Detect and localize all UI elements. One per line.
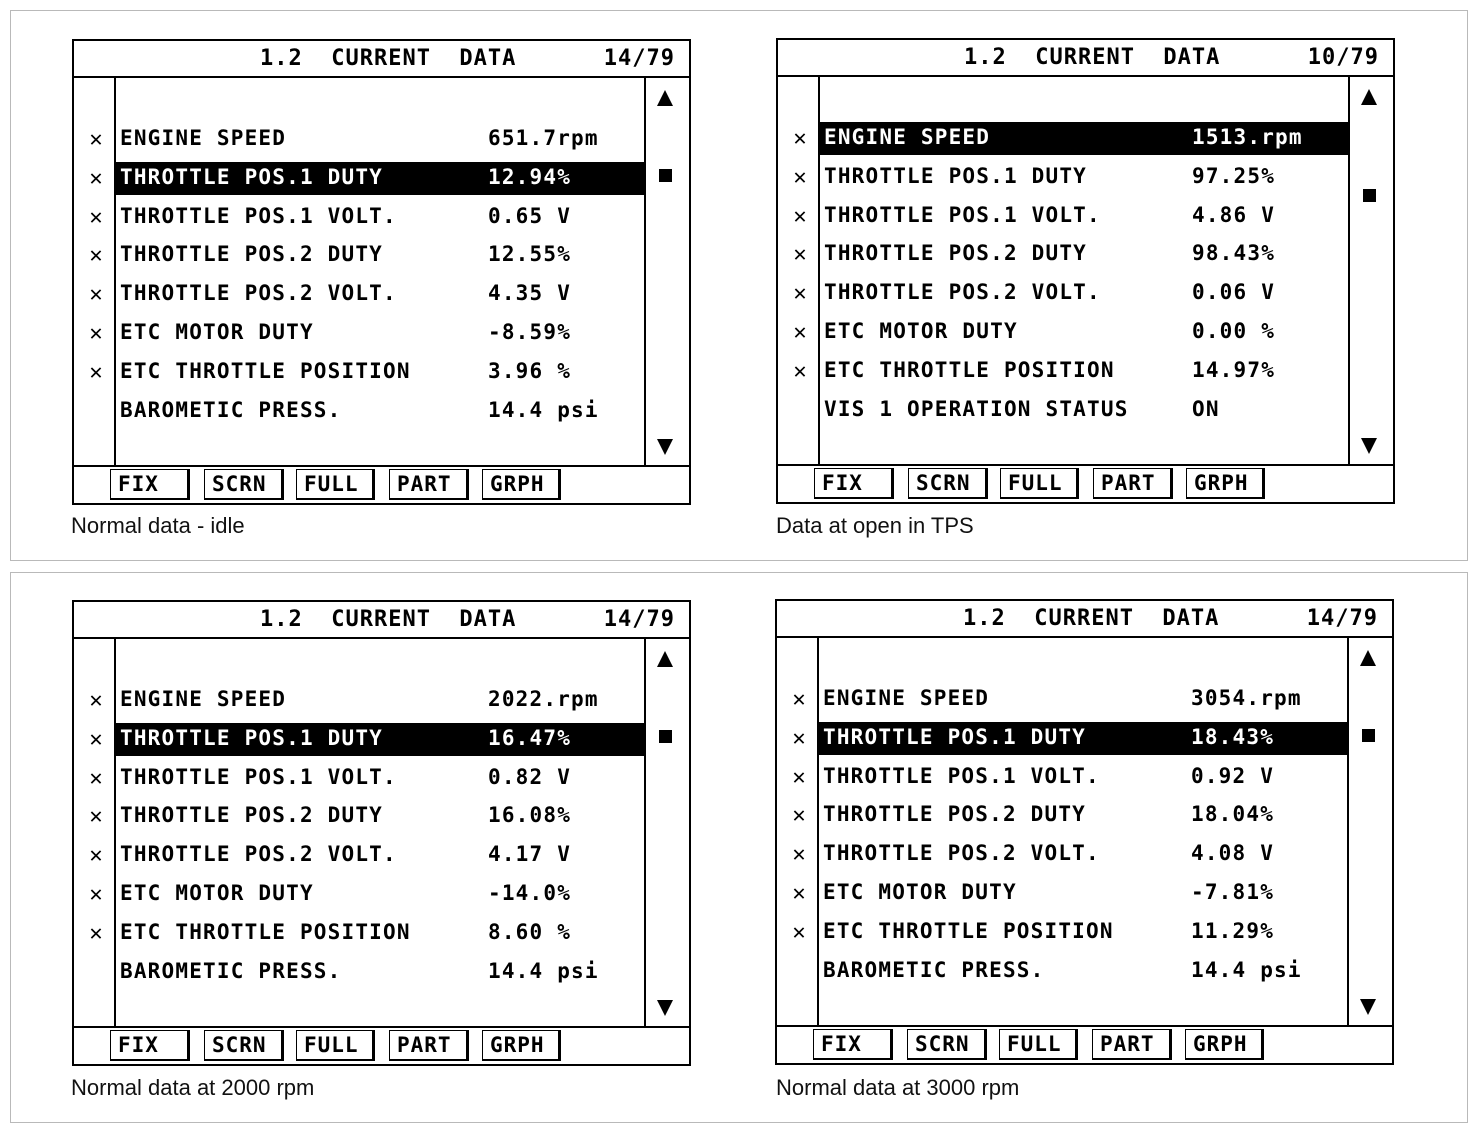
parameter-name: BAROMETIC PRESS.	[120, 958, 342, 983]
data-row[interactable]	[820, 238, 1348, 271]
scanner-screen-3000rpm	[775, 599, 1394, 1065]
part-button[interactable]: PART	[1093, 468, 1173, 499]
parameter-name: BAROMETIC PRESS.	[823, 957, 1045, 982]
screen-header	[74, 602, 689, 639]
caption-2000rpm: Normal data at 2000 rpm	[71, 1075, 315, 1100]
asterisk-icon: ✕	[793, 358, 807, 384]
parameter-value: 651.7rpm	[488, 126, 599, 150]
parameter-name: VIS 1 OPERATION STATUS	[824, 396, 1129, 421]
screen-title: 1.2 CURRENT DATA	[963, 606, 1220, 631]
fix-marker-column	[74, 639, 116, 1028]
scanner-screen-2000rpm	[72, 600, 691, 1066]
data-row[interactable]	[116, 395, 644, 428]
full-button[interactable]: FULL	[296, 469, 375, 500]
parameter-value: 16.08%	[488, 803, 572, 828]
parameter-name: THROTTLE POS.1 VOLT.	[120, 203, 397, 228]
caption-tps-open: Data at open in TPS	[776, 513, 974, 538]
page-counter: 14/79	[603, 607, 675, 632]
asterisk-icon: ✕	[89, 688, 103, 713]
asterisk-icon: ✕	[792, 919, 806, 945]
fix-button[interactable]: FIX	[110, 469, 190, 500]
data-row[interactable]	[820, 161, 1348, 194]
part-button[interactable]: PART	[389, 469, 469, 500]
data-row[interactable]	[819, 722, 1347, 755]
caption-3000rpm: Normal data at 3000 rpm	[776, 1075, 1020, 1100]
data-row[interactable]	[116, 162, 644, 195]
arrow-up-icon[interactable]	[1361, 89, 1377, 105]
function-key-bar	[778, 464, 1393, 502]
fix-button[interactable]: FIX	[814, 468, 894, 499]
parameter-value: 3.96 %	[488, 358, 572, 383]
asterisk-icon: ✕	[89, 804, 103, 830]
data-row[interactable]	[116, 956, 644, 989]
data-row[interactable]	[820, 277, 1348, 310]
grph-button[interactable]: GRPH	[482, 469, 561, 500]
parameter-value: 0.06 V	[1192, 280, 1276, 305]
fix-marker-column	[777, 638, 819, 1027]
asterisk-icon: ✕	[793, 242, 807, 268]
scroll-thumb-icon[interactable]	[659, 169, 672, 182]
caption-idle: Normal data - idle	[71, 513, 245, 538]
full-button[interactable]: FULL	[296, 1030, 375, 1061]
screen-header	[778, 40, 1393, 77]
data-row[interactable]	[819, 916, 1347, 949]
grph-button[interactable]: GRPH	[482, 1030, 561, 1061]
data-row[interactable]	[819, 955, 1347, 988]
parameter-name: ETC MOTOR DUTY	[823, 880, 1017, 904]
parameter-value: 0.65 V	[488, 203, 572, 228]
parameter-value: 18.04%	[1191, 802, 1275, 827]
asterisk-icon: ✕	[792, 881, 806, 906]
data-row[interactable]	[116, 123, 644, 156]
asterisk-icon: ✕	[792, 725, 806, 751]
scroll-thumb-icon[interactable]	[1363, 189, 1376, 202]
parameter-name: ETC MOTOR DUTY	[120, 320, 314, 344]
parameter-value: 0.82 V	[488, 764, 572, 789]
asterisk-icon: ✕	[89, 920, 103, 946]
scroll-thumb-icon[interactable]	[1362, 729, 1375, 742]
asterisk-icon: ✕	[89, 204, 103, 230]
scanner-screen-tps-open	[776, 38, 1395, 504]
parameter-value: 4.35 V	[488, 281, 572, 306]
arrow-down-icon[interactable]	[1361, 438, 1377, 454]
parameter-value: 98.43%	[1192, 241, 1276, 266]
parameter-value: 4.86 V	[1192, 202, 1276, 227]
asterisk-icon: ✕	[793, 320, 807, 345]
parameter-name: THROTTLE POS.1 VOLT.	[120, 764, 397, 789]
parameter-name: THROTTLE POS.1 DUTY	[120, 725, 384, 750]
asterisk-icon: ✕	[792, 687, 806, 712]
full-button[interactable]: FULL	[1000, 468, 1079, 499]
parameter-name: ETC THROTTLE POSITION	[824, 357, 1115, 382]
parameter-value: 18.43%	[1191, 724, 1275, 749]
function-key-bar	[74, 1026, 689, 1064]
parameter-value: -14.0%	[488, 881, 572, 905]
parameter-value: 8.60 %	[488, 919, 572, 944]
parameter-name: THROTTLE POS.2 DUTY	[823, 802, 1087, 827]
asterisk-icon	[83, 395, 109, 428]
parameter-value: 3054.rpm	[1191, 686, 1302, 710]
asterisk-icon: ✕	[89, 882, 103, 907]
parameter-value: ON	[1192, 396, 1220, 421]
parameter-name: ENGINE SPEED	[120, 126, 287, 150]
part-button[interactable]: PART	[389, 1030, 469, 1061]
scrollbar[interactable]	[644, 639, 689, 1028]
asterisk-icon	[786, 955, 812, 988]
scrn-button[interactable]: SCRN	[908, 468, 988, 499]
data-row[interactable]	[820, 200, 1348, 233]
parameter-value: 14.97%	[1192, 357, 1276, 382]
data-row[interactable]	[116, 839, 644, 872]
parameter-value: 0.00 %	[1192, 319, 1276, 343]
asterisk-icon: ✕	[89, 321, 103, 346]
data-row[interactable]	[116, 917, 644, 950]
asterisk-icon: ✕	[793, 164, 807, 190]
parameter-value: 11.29%	[1191, 918, 1275, 943]
parameter-value: 4.17 V	[488, 842, 572, 867]
scrollbar[interactable]	[1348, 77, 1393, 466]
asterisk-icon: ✕	[89, 165, 103, 191]
parameter-name: THROTTLE POS.1 VOLT.	[824, 202, 1101, 227]
data-list	[116, 78, 646, 467]
asterisk-icon	[83, 956, 109, 989]
arrow-down-icon[interactable]	[1360, 999, 1376, 1015]
parameter-name: THROTTLE POS.2 VOLT.	[824, 280, 1101, 305]
parameter-name: ENGINE SPEED	[824, 125, 991, 149]
grph-button[interactable]: GRPH	[1186, 468, 1265, 499]
parameter-value: 12.94%	[488, 164, 572, 189]
arrow-up-icon[interactable]	[1360, 650, 1376, 666]
parameter-name: THROTTLE POS.2 DUTY	[824, 241, 1088, 266]
page-counter: 10/79	[1307, 45, 1379, 70]
data-row[interactable]	[116, 684, 644, 717]
parameter-value: 1513.rpm	[1192, 125, 1303, 149]
data-list	[116, 639, 646, 1028]
screen-title: 1.2 CURRENT DATA	[260, 607, 517, 632]
data-row[interactable]	[820, 355, 1348, 388]
parameter-name: THROTTLE POS.2 VOLT.	[120, 281, 397, 306]
asterisk-icon: ✕	[792, 764, 806, 790]
scrn-button[interactable]: SCRN	[204, 469, 284, 500]
page-counter: 14/79	[1306, 606, 1378, 631]
data-row[interactable]	[116, 201, 644, 234]
parameter-name: THROTTLE POS.2 DUTY	[120, 242, 384, 267]
part-button[interactable]: PART	[1092, 1029, 1172, 1060]
parameter-value: 14.4 psi	[488, 958, 599, 983]
parameter-value: 12.55%	[488, 242, 572, 267]
screen-title: 1.2 CURRENT DATA	[964, 45, 1221, 70]
parameter-name: ETC MOTOR DUTY	[120, 881, 314, 905]
data-row[interactable]	[819, 761, 1347, 794]
screen-header	[74, 41, 689, 78]
fix-button[interactable]: FIX	[813, 1029, 893, 1060]
asterisk-icon: ✕	[793, 126, 807, 151]
parameter-value: 0.92 V	[1191, 763, 1275, 788]
data-row[interactable]	[819, 799, 1347, 832]
data-row[interactable]	[820, 394, 1348, 427]
scanner-screen-idle	[72, 39, 691, 505]
data-row[interactable]	[116, 356, 644, 389]
parameter-name: THROTTLE POS.1 VOLT.	[823, 763, 1100, 788]
parameter-name: THROTTLE POS.1 DUTY	[823, 724, 1087, 749]
asterisk-icon: ✕	[792, 842, 806, 868]
asterisk-icon: ✕	[89, 127, 103, 152]
scrollbar[interactable]	[644, 78, 689, 467]
data-row[interactable]	[819, 683, 1347, 716]
asterisk-icon: ✕	[89, 843, 103, 869]
parameter-name: ETC THROTTLE POSITION	[120, 919, 411, 944]
data-row[interactable]	[116, 878, 644, 911]
data-list	[819, 638, 1349, 1027]
scrollbar[interactable]	[1347, 638, 1392, 1027]
screen-title: 1.2 CURRENT DATA	[260, 46, 517, 71]
parameter-name: ETC MOTOR DUTY	[824, 319, 1018, 343]
asterisk-icon: ✕	[792, 803, 806, 829]
parameter-name: ENGINE SPEED	[823, 686, 990, 710]
data-row[interactable]	[819, 838, 1347, 871]
parameter-value: 4.08 V	[1191, 841, 1275, 866]
arrow-down-icon[interactable]	[657, 439, 673, 455]
arrow-down-icon[interactable]	[657, 1000, 673, 1016]
data-row[interactable]	[116, 723, 644, 756]
parameter-name: BAROMETIC PRESS.	[120, 397, 342, 422]
asterisk-icon	[787, 394, 813, 427]
data-list	[820, 77, 1350, 466]
data-row[interactable]	[116, 762, 644, 795]
grph-button[interactable]: GRPH	[1185, 1029, 1264, 1060]
fix-marker-column	[778, 77, 820, 466]
parameter-value: 2022.rpm	[488, 687, 599, 711]
asterisk-icon: ✕	[793, 203, 807, 229]
data-row[interactable]	[820, 316, 1348, 349]
full-button[interactable]: FULL	[999, 1029, 1078, 1060]
data-row[interactable]	[116, 317, 644, 350]
parameter-name: ETC THROTTLE POSITION	[120, 358, 411, 383]
parameter-name: ETC THROTTLE POSITION	[823, 918, 1114, 943]
function-key-bar	[777, 1025, 1392, 1063]
parameter-name: THROTTLE POS.2 VOLT.	[823, 841, 1100, 866]
data-row[interactable]	[116, 239, 644, 272]
data-row[interactable]	[819, 877, 1347, 910]
asterisk-icon: ✕	[89, 243, 103, 269]
parameter-name: THROTTLE POS.1 DUTY	[824, 163, 1088, 188]
parameter-name: THROTTLE POS.2 VOLT.	[120, 842, 397, 867]
function-key-bar	[74, 465, 689, 503]
scrn-button[interactable]: SCRN	[204, 1030, 284, 1061]
arrow-up-icon[interactable]	[657, 90, 673, 106]
asterisk-icon: ✕	[89, 765, 103, 791]
scrn-button[interactable]: SCRN	[907, 1029, 987, 1060]
parameter-value: -7.81%	[1191, 880, 1275, 904]
parameter-value: 16.47%	[488, 725, 572, 750]
scroll-thumb-icon[interactable]	[659, 730, 672, 743]
parameter-name: THROTTLE POS.2 DUTY	[120, 803, 384, 828]
fix-marker-column	[74, 78, 116, 467]
fix-button[interactable]: FIX	[110, 1030, 190, 1061]
parameter-name: THROTTLE POS.1 DUTY	[120, 164, 384, 189]
data-row[interactable]	[820, 122, 1348, 155]
screen-header	[777, 601, 1392, 638]
parameter-value: 97.25%	[1192, 163, 1276, 188]
data-row[interactable]	[116, 278, 644, 311]
asterisk-icon: ✕	[89, 282, 103, 308]
parameter-value: 14.4 psi	[488, 397, 599, 422]
asterisk-icon: ✕	[89, 726, 103, 752]
parameter-name: ENGINE SPEED	[120, 687, 287, 711]
arrow-up-icon[interactable]	[657, 651, 673, 667]
data-row[interactable]	[116, 800, 644, 833]
parameter-value: -8.59%	[488, 320, 572, 344]
asterisk-icon: ✕	[89, 359, 103, 385]
asterisk-icon: ✕	[793, 281, 807, 307]
page-counter: 14/79	[603, 46, 675, 71]
parameter-value: 14.4 psi	[1191, 957, 1302, 982]
